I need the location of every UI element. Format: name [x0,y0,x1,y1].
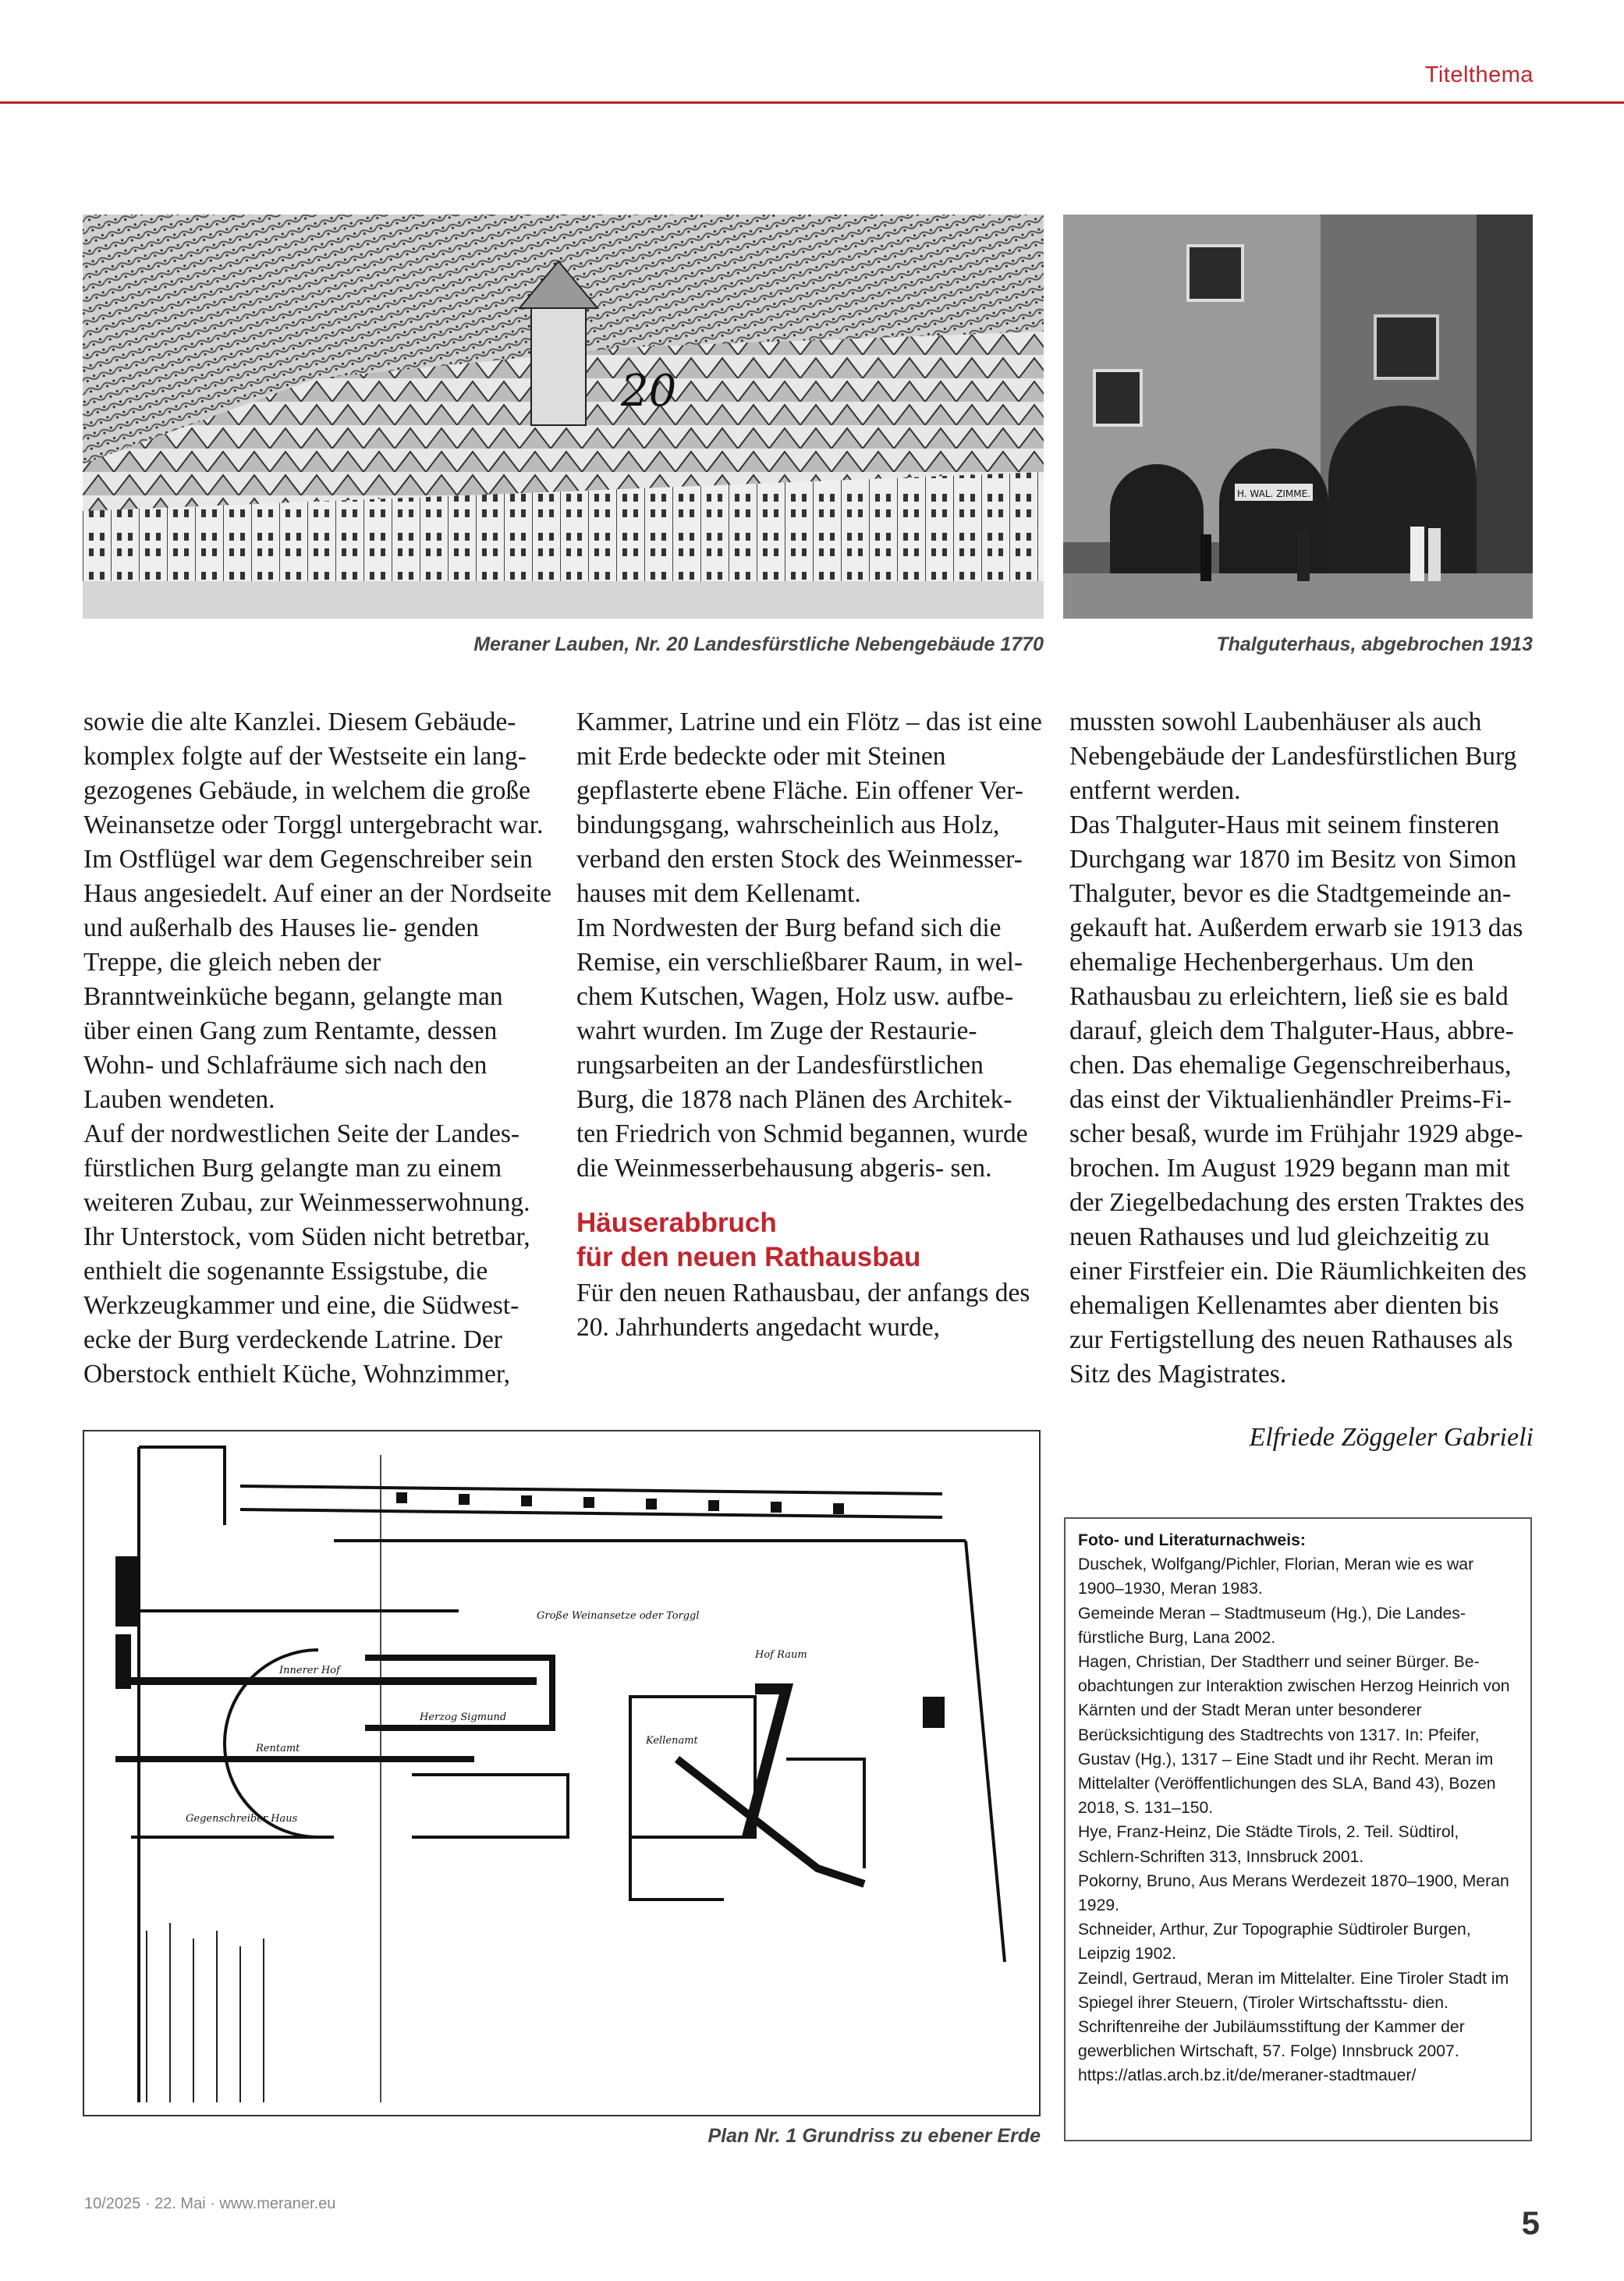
section-label: Titelthema [1424,62,1534,87]
paragraph: Im Nordwesten der Burg befand sich die Remise, ein verschließbarer Raum, in wel- chem Kutschen, Wagen, Holz usw. aufbe- wahrt wurden. Im Zuge der Restaurie- rungsarbeiten an der Landesfürstlichen Burg, die 1878 nach Plänen des Architek- ten Friedrich von Schmid begannen, wurde die Weinmesserbehausung abgeris- sen. [576,913,1028,1183]
plan-label-torggl: Große Weinansetze oder Torggl [537,1610,700,1622]
plan-label-rentamt: Rentamt [256,1743,300,1754]
reference-link[interactable]: https://atlas.arch.bz.it/de/meraner-stadtmauer/ [1078,2066,1417,2085]
street-photo [1063,215,1533,619]
text-column-2 [576,705,1044,1345]
photo-meraner-lauben [83,215,1044,619]
reference-item: Pokorny, Bruno, Aus Merans Werdezeit 1870–1900, Meran 1929. [1078,1871,1509,1915]
reference-item: Hagen, Christian, Der Stadtherr und seiner Bürger. Be- obachtungen zur Interaktion zwischen Herzog Heinrich von Kärnten und der Stadt Meran unter besonderer Berücksichtigung des Stadtrechts von 1317. In: Pfeifer, Gustav (Hg.), 1317 – Eine Stadt und ihr Recht. Meran im Mittelalter (Veröffentlichungen des SLA, Band 43), Bozen 2018, S. 131–150. [1078,1653,1510,1818]
subheading-line-1: Häuserabbruch [576,1208,777,1238]
plan-caption: Plan Nr. 1 Grundriss zu ebener Erde [707,2125,1041,2147]
paragraph: sowie die alte Kanzlei. Diesem Gebäude- komplex folgte auf der Westseite ein lang- gezogenes Gebäude, in welchem die große Weinansetze oder Torggl untergebracht war. Im Ostflügel war dem Gegenschreiber sein Haus angesiedelt. Auf einer an der Nordseite und außerhalb des Hauses lie- genden Treppe, die gleich neben der Branntweinküche begann, gelangte man über einen Gang zum Rentamte, dessen Wohn- und Schlafräume sich nach den Lauben wendeten. [83,708,551,1114]
issue-info: 10/2025 · 22. Mai · www.meraner.eu [84,2195,336,2212]
reference-item: Gemeinde Meran – Stadtmuseum (Hg.), Die Landes- fürstliche Burg, Lana 2002. [1078,1604,1466,1647]
plan-label-innerer-hof: Innerer Hof [279,1665,340,1676]
text-column-1 [83,705,551,1392]
references-box [1064,1517,1532,2141]
text-column-3 [1069,705,1537,1392]
reference-item: Duschek, Wolfgang/Pichler, Florian, Meran wie es war 1900–1930, Meran 1983. [1078,1556,1474,1598]
sketch-illustration [83,215,1044,619]
paragraph: Für den neuen Rathausbau, der anfangs des 20. Jahrhunderts angedacht wurde, [576,1279,1030,1342]
header-rule [0,101,1624,104]
paragraph: mussten sowohl Laubenhäuser als auch Nebengebäude der Landesfürstlichen Burg entfernt werden. [1069,708,1517,805]
sketch-number-label: 20 [621,366,677,417]
plan-label-herzog-sigmund: Herzog Sigmund [420,1712,507,1723]
reference-item: Zeindl, Gertraud, Meran im Mittelalter. Eine Tiroler Stadt im Spiegel ihrer Steuern, (Tiroler Wirtschaftsstu- dien. Schriftenreihe der Jubiläumsstiftung der Kammer der gewerblichen Wirtschaft, 57. Folge) Innsbruck 2007. [1078,1969,1509,2061]
photo-caption-lauben: Meraner Lauben, Nr. 20 Landesfürstliche Nebengebäude 1770 [473,633,1044,655]
plan-label-kellenamt: Kellenamt [646,1735,698,1747]
paragraph: Auf der nordwestlichen Seite der Landes- fürstlichen Burg gelangte man zu einem weiteren Zubau, zur Weinmesserwohnung. Ihr Unterstock, vom Süden nicht betretbar, enthielt die sogenannte Essigstube, die Werkzeugkammer und eine, die Südwest- ecke der Burg verdeckende Latrine. Der Oberstock enthielt Küche, Wohnzimmer, [83,1119,530,1389]
subheading-line-2: für den neuen Rathausbau [576,1242,921,1272]
floor-plan [83,1430,1041,2116]
page-number: 5 [1521,2205,1540,2241]
references-title: Foto- und Literaturnachweis: [1078,1531,1306,1549]
photo-thalguterhaus [1063,215,1533,619]
floor-plan-drawing [84,1431,1039,2115]
plan-label-gegenschreiber: Gegenschreiber Haus [186,1813,298,1825]
shop-sign: H. WAL. ZIMME. [1236,488,1311,499]
paragraph: Das Thalguter-Haus mit seinem finsteren Durchgang war 1870 im Besitz von Simon Thalguter, bevor es die Stadtgemeinde an- gekauft hat. Außerdem erwarb sie 1913 das ehemalige Hechenbergerhaus. Um den Rathausbau zu erleichtern, ließ sie es bald darauf, gleich dem Thalguter-Haus, abbre- chen. Das ehemalige Gegenschreiberhaus, das einst der Viktualienhändler Preims-Fi- scher besaß, wurde im Frühjahr 1929 abge- brochen. Im August 1929 begann man mit der Ziegelbedachung des ersten Traktes des neuen Rathauses und lud gleichzeitig zu einer Firstfeier ein. Die Räumlichkeiten des ehemaligen Kellenamtes aber dienten bis zur Fertigstellung des neuen Rathauses als Sitz des Magistrates. [1069,811,1527,1389]
paragraph: Kammer, Latrine und ein Flötz – das ist eine mit Erde bedeckte oder mit Steinen gepflasterte ebene Fläche. Ein offener Ver- bindungsgang, wahrscheinlich aus Holz, verband den ersten Stock des Weinmesser- hauses mit dem Kellenamt. [576,708,1042,908]
section-subheading [576,1206,1044,1275]
plan-label-hof-raum: Hof Raum [755,1649,807,1661]
photo-caption-thalguterhaus: Thalguterhaus, abgebrochen 1913 [1216,633,1533,655]
reference-item: Schneider, Arthur, Zur Topographie Südtiroler Burgen, Leipzig 1902. [1078,1921,1471,1964]
author-signature: Elfriede Zöggeler Gabrieli [1249,1423,1534,1452]
reference-item: Hye, Franz-Heinz, Die Städte Tirols, 2. Teil. Südtirol, Schlern-Schriften 313, Innsbruck 2001. [1078,1823,1459,1866]
